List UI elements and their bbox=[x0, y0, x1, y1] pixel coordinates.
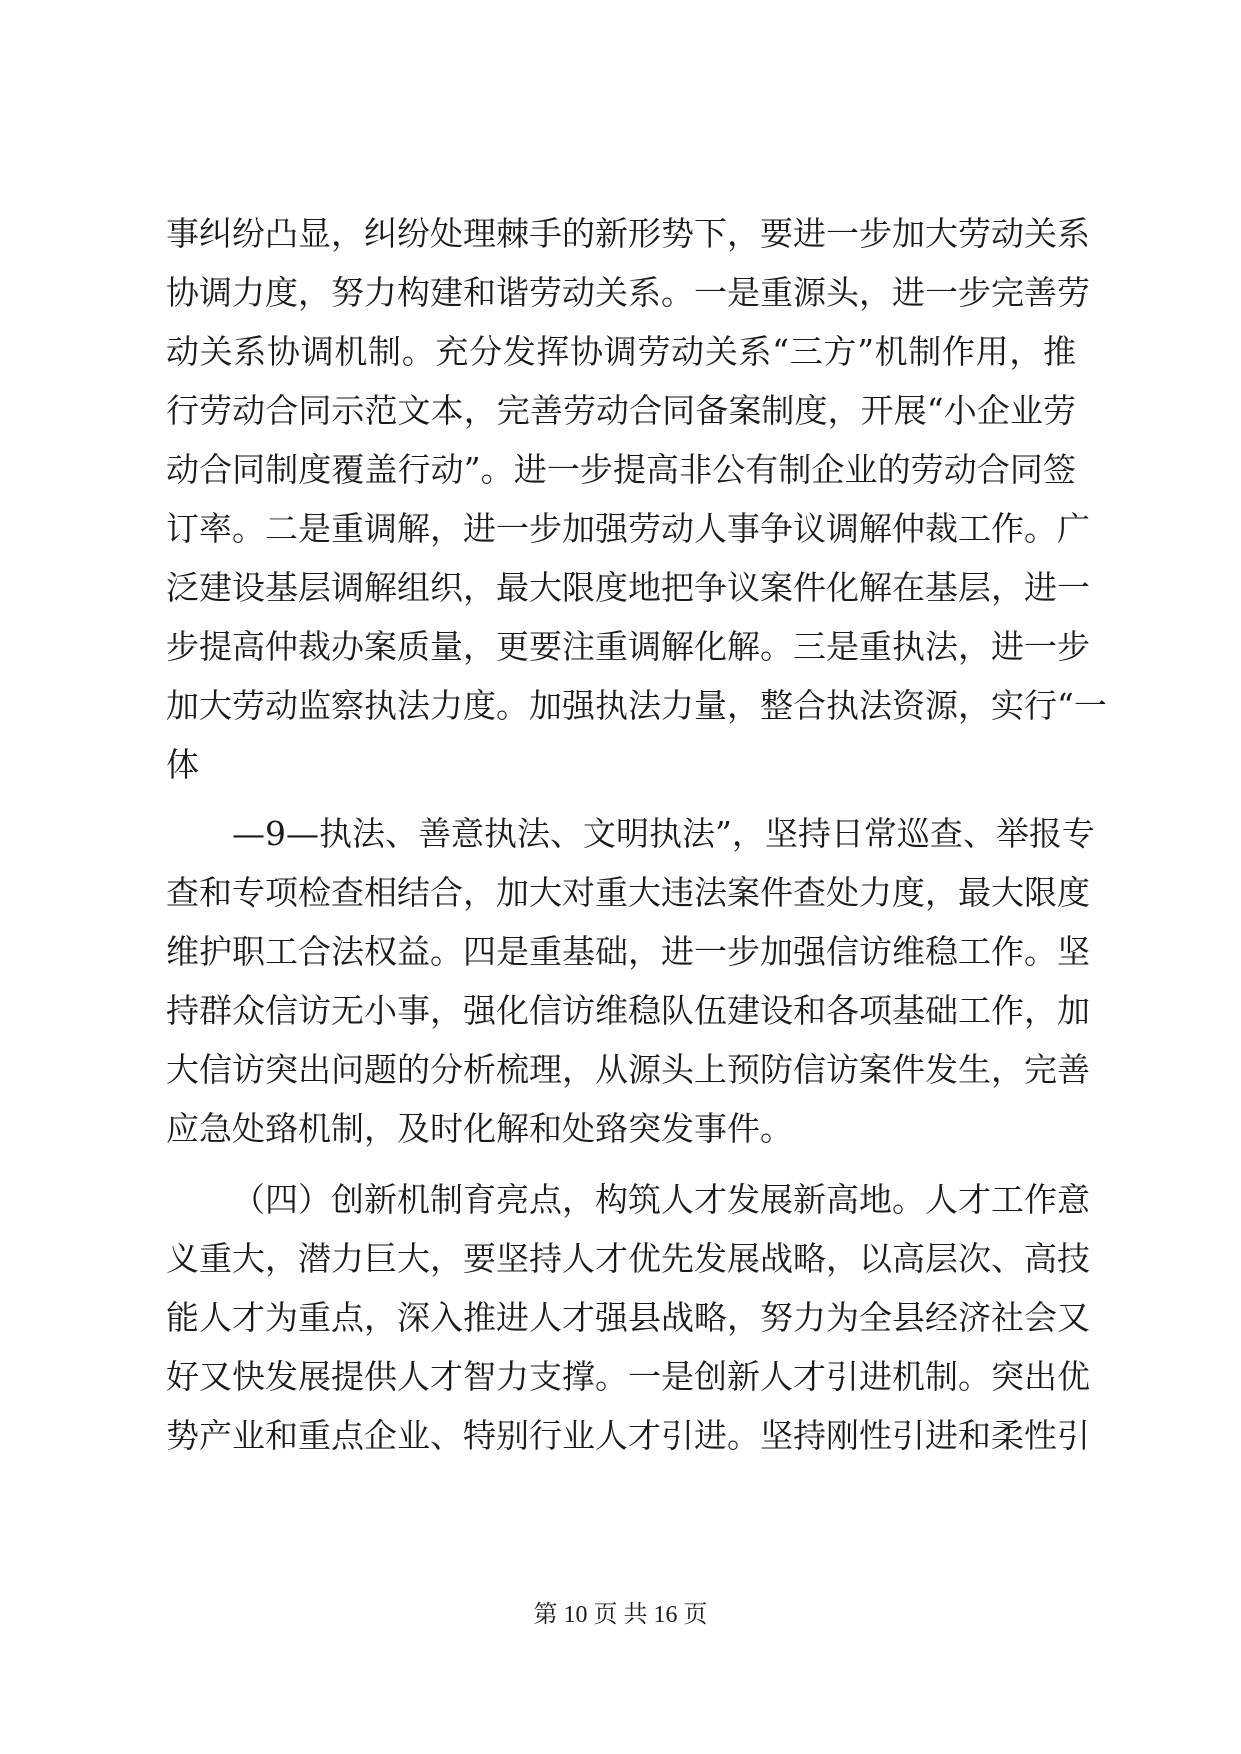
text-line: 协调力度，努力构建和谐劳动关系。一是重源头，进一步完善劳 bbox=[166, 273, 1090, 312]
text-line: 事纠纷凸显，纠纷处理棘手的新形势下，要进一步加大劳动关系 bbox=[166, 214, 1090, 253]
text-line: 义重大，潜力巨大，要坚持人才优先发展战略，以高层次、高技 bbox=[166, 1239, 1090, 1278]
text-line: 行劳动合同示范文本，完善劳动合同备案制度，开展“小企业劳 bbox=[166, 391, 1076, 430]
text-line: 体 bbox=[166, 745, 199, 784]
text-line: 好又快发展提供人才智力支撑。一是创新人才引进机制。突出优 bbox=[166, 1357, 1090, 1396]
text-line: 能人才为重点，深入推进人才强县战略，努力为全县经济社会又 bbox=[166, 1298, 1090, 1337]
text-line: 订率。二是重调解，进一步加强劳动人事争议调解仲裁工作。广 bbox=[166, 509, 1090, 548]
text-line: 大信访突出问题的分析梳理，从源头上预防信访案件发生，完善 bbox=[166, 1050, 1090, 1089]
text-line: 查和专项检查相结合，加大对重大违法案件查处力度，最大限度 bbox=[166, 873, 1090, 912]
text-line: 加大劳动监察执法力度。加强执法力量，整合执法资源，实行“一 bbox=[166, 686, 1107, 725]
text-line: 势产业和重点企业、特别行业人才引进。坚持刚性引进和柔性引 bbox=[166, 1416, 1090, 1455]
text-line: 维护职工合法权益。四是重基础，进一步加强信访维稳工作。坚 bbox=[166, 932, 1090, 971]
text-line: 动合同制度覆盖行动”。进一步提高非公有制企业的劳动合同签 bbox=[166, 450, 1076, 489]
document-body bbox=[166, 204, 1107, 1465]
text-line: （四）创新机制育亮点，构筑人才发展新高地。人才工作意 bbox=[232, 1180, 1090, 1219]
text-line: 泛建设基层调解组织，最大限度地把争议案件化解在基层，进一 bbox=[166, 568, 1090, 607]
page-number-footer: 第 10 页 共 16 页 bbox=[533, 1602, 708, 1628]
text-line: 动关系协调机制。充分发挥协调劳动关系“三方”机制作用，推 bbox=[166, 332, 1076, 371]
text-line: 应急处臵机制，及时化解和处臵突发事件。 bbox=[166, 1109, 793, 1148]
text-line: —9—执法、善意执法、文明执法”，坚持日常巡查、举报专 bbox=[232, 814, 1095, 853]
text-line: 持群众信访无小事，强化信访维稳队伍建设和各项基础工作，加 bbox=[166, 991, 1090, 1030]
text-line: 步提高仲裁办案质量，更要注重调解化解。三是重执法，进一步 bbox=[166, 627, 1090, 666]
